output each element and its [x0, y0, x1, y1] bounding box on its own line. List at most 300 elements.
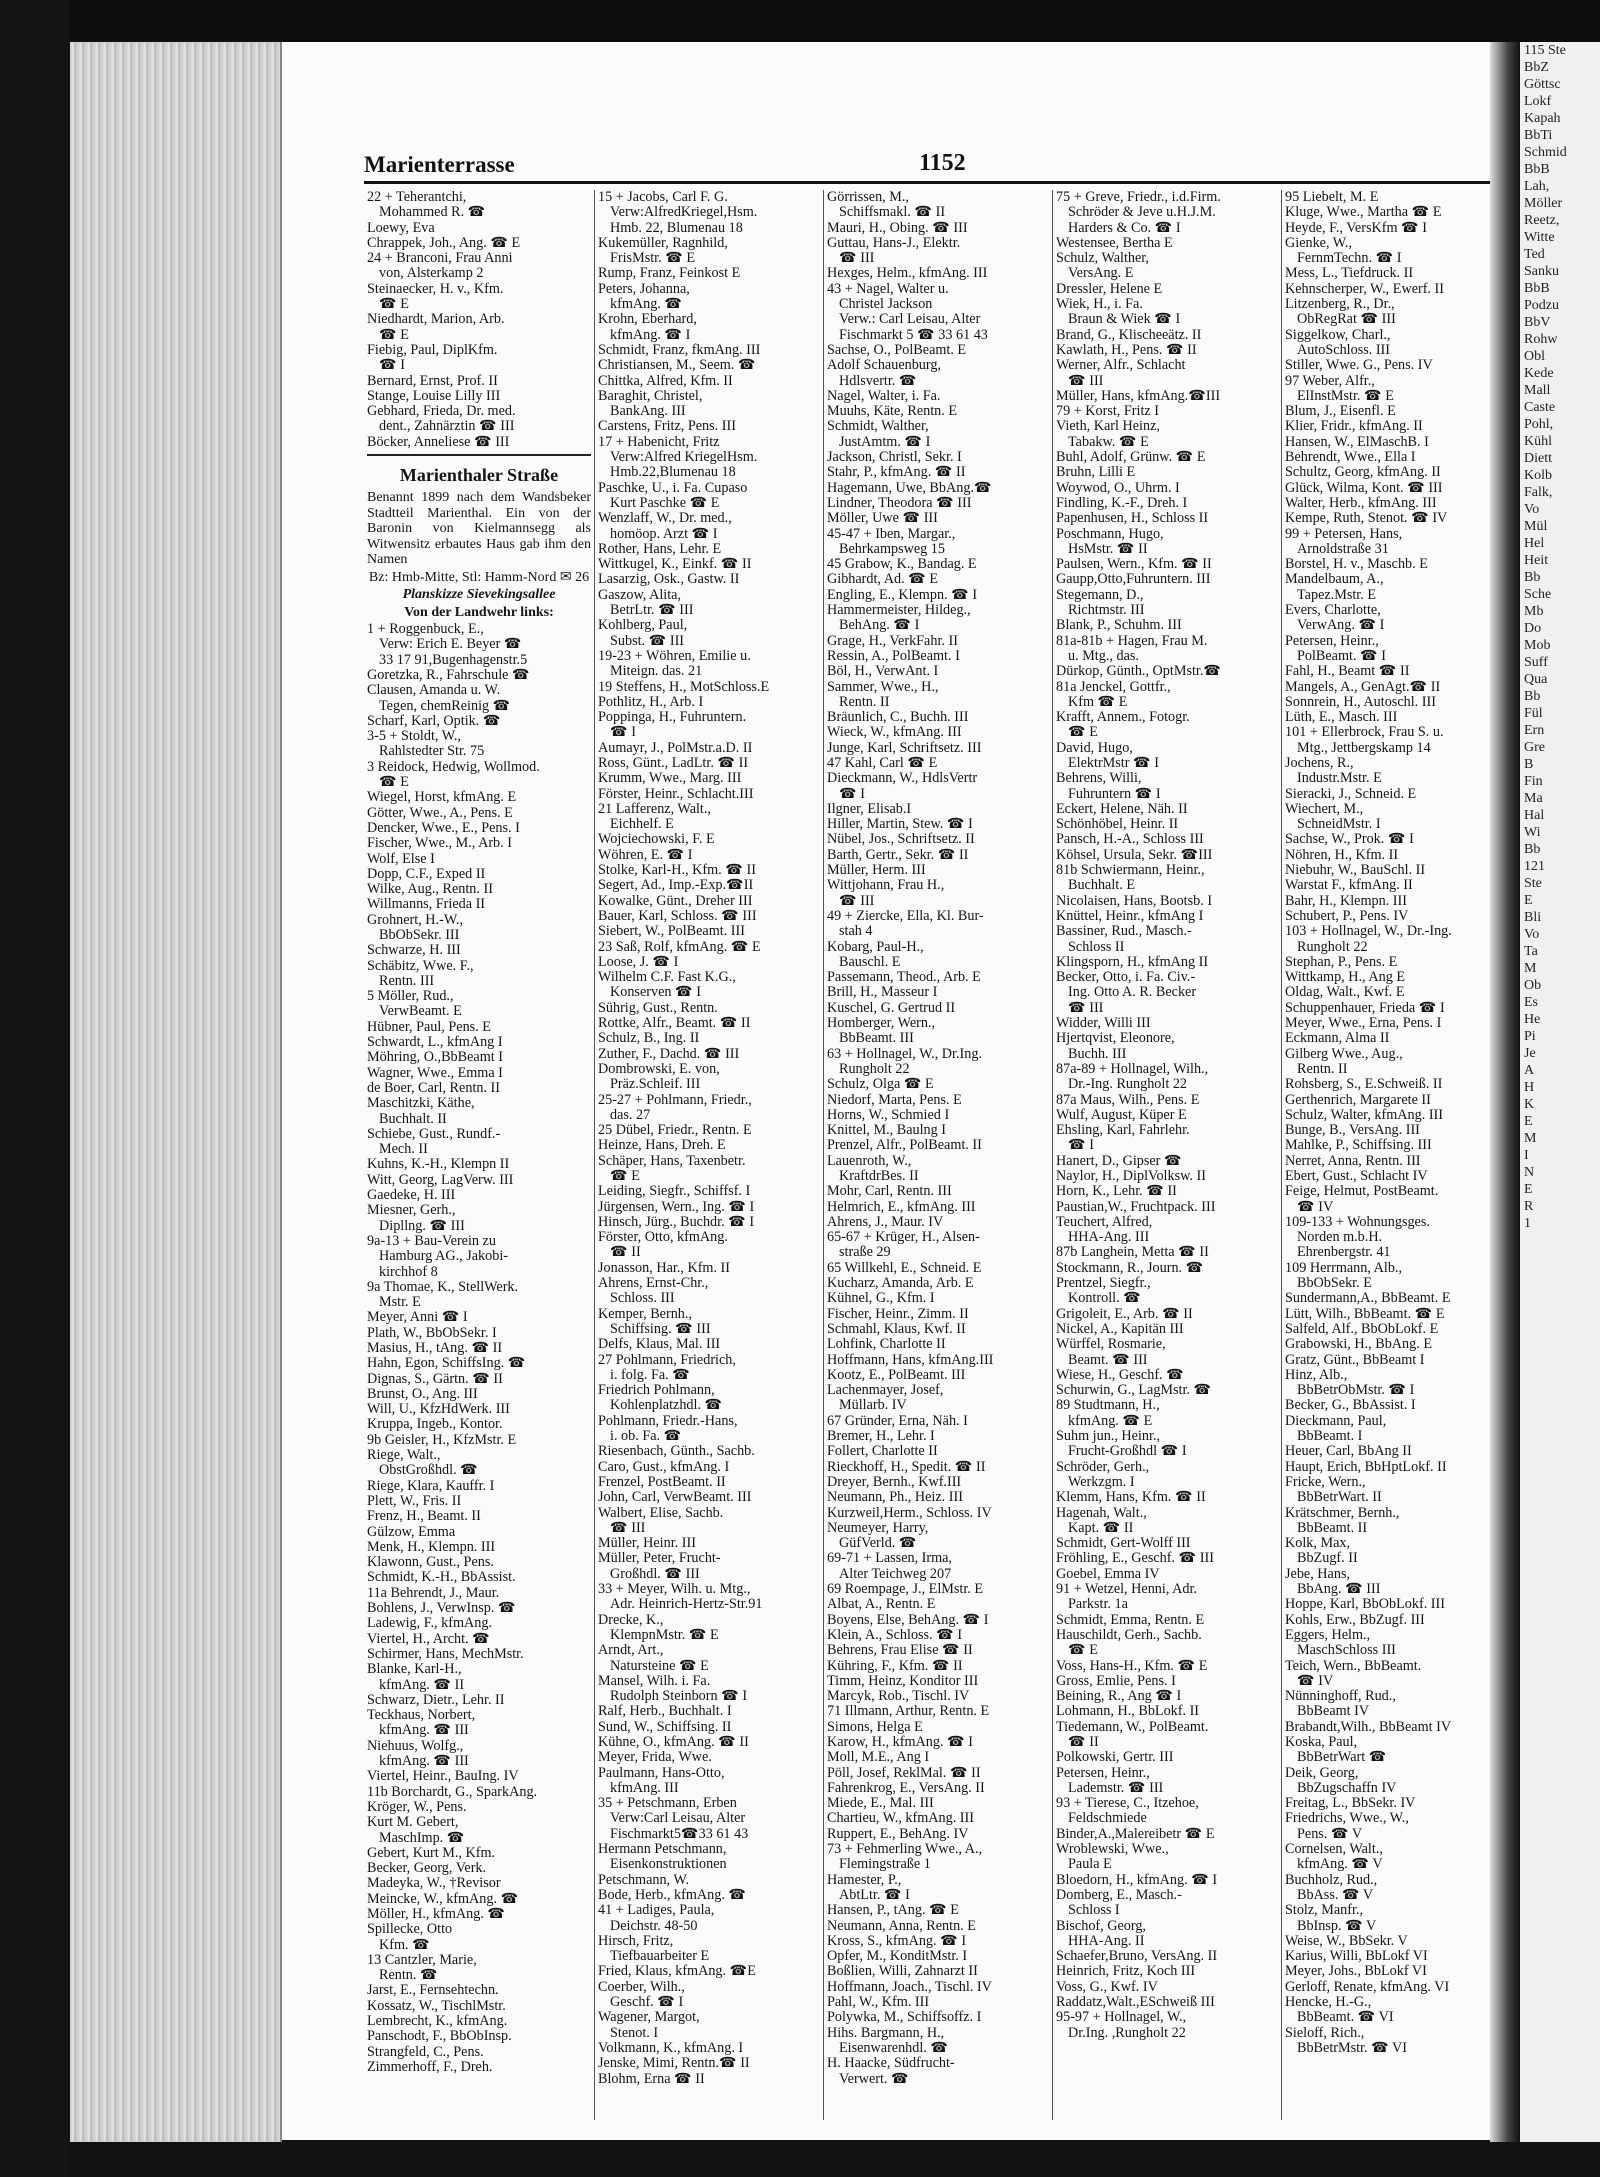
directory-entry: Mech. II: [379, 1141, 428, 1158]
directory-entry: 65 Willkehl, E., Schneid. E: [827, 1259, 982, 1276]
directory-entry: Ahrens, J., Maur. IV: [827, 1213, 944, 1230]
directory-entry: Buchh. III: [1068, 1045, 1127, 1062]
directory-entry: dent., Zahnärztin ☎ III: [379, 418, 515, 435]
adjacent-page-fragment: A: [1524, 1063, 1535, 1078]
directory-entry: Schwardt, L., kfmAng I: [367, 1034, 503, 1051]
directory-entry: ☎ E: [610, 1168, 640, 1184]
directory-entry: Barth, Gertr., Sekr. ☎ II: [827, 846, 969, 863]
directory-entry: BehAng. ☎ I: [839, 617, 920, 634]
directory-entry: Bassiner, Rud., Masch.-: [1056, 923, 1192, 940]
directory-entry: Krafft, Annem., Fotogr.: [1056, 709, 1190, 726]
adjacent-page-fragment: Vo: [1524, 927, 1540, 942]
book-page-edges: [70, 42, 282, 2142]
directory-entry: Gerthenrich, Margarete II: [1285, 1091, 1431, 1108]
directory-entry: AbtLtr. ☎ I: [839, 1886, 910, 1903]
directory-entry: 33 17 91,Bugenhagenstr.5: [379, 651, 528, 668]
directory-entry: Becker, Otto, i. Fa. Civ.-: [1056, 969, 1196, 986]
directory-entry: Lütt, Wilh., BbBeamt. ☎ E: [1285, 1305, 1445, 1322]
directory-entry: Nerret, Anna, Rentn. III: [1285, 1152, 1421, 1169]
directory-entry: Kröger, W., Pens.: [367, 1798, 467, 1815]
directory-entry: Grigoleit, E., Arb. ☎ II: [1056, 1305, 1193, 1322]
directory-entry: Kobarg, Paul-H.,: [827, 938, 924, 955]
directory-entry: Köhsel, Ursula, Sekr. ☎III: [1056, 846, 1213, 863]
adjacent-page-fragment: Bb: [1524, 689, 1541, 704]
directory-entry: BbBetrMstr. ☎ VI: [1297, 2039, 1408, 2056]
directory-entry: BbBeamt. I: [1297, 1428, 1363, 1445]
directory-entry: Schulz, Olga ☎ E: [827, 1076, 934, 1093]
adjacent-page-fragment: 115 Ste: [1524, 43, 1566, 58]
directory-entry: ☎ III: [839, 250, 875, 267]
directory-entry: Kurt M. Gebert,: [367, 1814, 459, 1831]
directory-entry: Braun & Wiek ☎ I: [1068, 311, 1181, 328]
directory-entry: Raddatz,Walt.,ESchweiß III: [1056, 1994, 1215, 2011]
adjacent-page-fragment: M: [1524, 961, 1537, 976]
directory-entry: 87b Langhein, Metta ☎ II: [1056, 1244, 1209, 1261]
directory-entry: Riege, Klara, Kauffr. I: [367, 1477, 495, 1494]
directory-entry: Kapt. ☎ II: [1068, 1519, 1134, 1536]
directory-entry: BbAss. ☎ V: [1297, 1886, 1374, 1903]
directory-entry: Jochens, R.,: [1285, 754, 1354, 771]
directory-entry: Rungholt 22: [839, 1060, 910, 1077]
directory-entry: BbBeamt. III: [839, 1030, 914, 1047]
directory-entry: Förster, Heinr., Schlacht.III: [598, 785, 754, 802]
scan-border-left: [0, 0, 70, 2177]
directory-entry: von, Alsterkamp 2: [379, 265, 484, 282]
directory-entry: 103 + Hollnagel, W., Dr.-Ing.: [1285, 923, 1452, 940]
adjacent-page-fragment: Gre: [1524, 740, 1545, 755]
directory-entry: Caro, Gust., kfmAng. I: [598, 1458, 730, 1475]
directory-entry: Guttau, Hans-J., Elektr.: [827, 234, 961, 251]
directory-entry: Kucharz, Amanda, Arb. E: [827, 1275, 974, 1292]
directory-entry: Litzenberg, R., Dr.,: [1285, 296, 1395, 313]
directory-entry: ☎ III: [610, 1519, 646, 1536]
directory-entry: Fischer, Heinr., Zimm. II: [827, 1305, 969, 1322]
directory-entry: Jebe, Hans,: [1285, 1565, 1351, 1582]
directory-entry: Schloss II: [1068, 938, 1125, 955]
directory-entry: Hexges, Helm., kfmAng. III: [827, 265, 988, 282]
directory-entry: Kohlberg, Paul,: [598, 617, 688, 634]
directory-entry: Brabandt,Wilh., BbBeamt IV: [1285, 1718, 1452, 1735]
directory-entry: Ruppert, E., BehAng. IV: [827, 1825, 969, 1842]
adjacent-page-fragment: Sche: [1524, 587, 1552, 602]
directory-entry: Dignas, S., Gärtn. ☎ II: [367, 1370, 503, 1387]
directory-entry: Hauschildt, Gerh., Sachb.: [1056, 1626, 1202, 1643]
directory-entry: Verw:AlfredKriegel,Hsm.: [610, 204, 758, 221]
directory-entry: Chartieu, W., kfmAng. III: [827, 1810, 974, 1827]
directory-entry: Marcyk, Rob., Tischl. IV: [827, 1688, 970, 1705]
directory-entry: Bloedorn, H., kfmAng. ☎ I: [1056, 1871, 1218, 1888]
directory-entry: Rump, Franz, Feinkost E: [598, 265, 741, 282]
directory-entry: 9a-13 + Bau-Verein zu: [367, 1232, 496, 1249]
directory-entry: 67 Gründer, Erna, Näh. I: [827, 1412, 968, 1429]
directory-entry: Wieck, W., kfmAng. III: [827, 724, 962, 741]
directory-entry: Petersen, Heinr.,: [1285, 632, 1379, 649]
directory-entry: BbBeamt IV: [1297, 1703, 1370, 1720]
directory-entry: Engling, E., Klempn. ☎ I: [827, 586, 978, 603]
directory-entry: Dipllng. ☎ III: [379, 1217, 465, 1234]
directory-entry: Hmb.22,Blumenau 18: [610, 464, 736, 481]
directory-entry: Frucht-Großhdl ☎ I: [1068, 1443, 1187, 1460]
directory-entry: Feige, Helmut, PostBeamt.: [1285, 1183, 1439, 1200]
directory-entry: HsMstr. ☎ II: [1068, 540, 1148, 557]
directory-entry: Warstat F., kfmAng. II: [1285, 877, 1413, 894]
adjacent-page-fragment: BbB: [1524, 281, 1550, 296]
directory-entry: Gebert, Kurt M., Kfm.: [367, 1844, 496, 1861]
directory-entry: Tabakw. ☎ E: [1068, 433, 1149, 450]
directory-entry: 109-133 + Wohnungsges.: [1285, 1213, 1430, 1230]
adjacent-page-fragment: Möller: [1524, 196, 1563, 211]
directory-entry: Mohr, Carl, Rentn. III: [827, 1183, 952, 1200]
directory-entry: Frenz, H., Beamt. II: [367, 1508, 481, 1525]
directory-entry: ☎ III: [1068, 372, 1104, 389]
directory-entry: 17 + Habenicht, Fritz: [598, 433, 720, 450]
directory-entry: Ebert, Gust., Schlacht IV: [1285, 1168, 1428, 1184]
directory-entry: 19 Steffens, H., MotSchloss.E: [598, 678, 770, 695]
directory-entry: Voss, Hans-H., Kfm. ☎ E: [1056, 1657, 1208, 1674]
directory-entry: Subst. ☎ III: [610, 632, 685, 649]
directory-entry: Lohfink, Charlotte II: [827, 1336, 946, 1353]
directory-entry: Hmb. 22, Blumenau 18: [610, 219, 743, 236]
directory-entry: Miesner, Gerh.,: [367, 1202, 456, 1219]
directory-entry: Fiebig, Paul, DiplKfm.: [367, 341, 498, 358]
directory-entry: ☎ IV: [1297, 1198, 1334, 1215]
directory-entry: Dr.Ing. ,Rungholt 22: [1068, 2024, 1186, 2041]
directory-entry: 81a Jenckel, Gottfr.,: [1056, 678, 1171, 695]
directory-entry: Suhm jun., Heinr.,: [1056, 1428, 1161, 1445]
directory-entry: Nagel, Walter, i. Fa.: [827, 387, 941, 404]
directory-entry: ☎ I: [1068, 1137, 1094, 1154]
directory-entry: Glück, Wilma, Kont. ☎ III: [1285, 479, 1443, 496]
directory-entry: 21 Lafferenz, Walt.,: [598, 800, 711, 817]
directory-entry: 25 Dübel, Friedr., Rentn. E: [598, 1122, 752, 1139]
directory-entry: Clausen, Amanda u. W.: [367, 682, 501, 699]
directory-entry: Friedrichs, Wwe., W.,: [1285, 1810, 1409, 1827]
directory-entry: Gilberg Wwe., Aug.,: [1285, 1045, 1403, 1062]
directory-entry: FrisMstr. ☎ E: [610, 250, 696, 267]
adjacent-page-fragment: Reetz,: [1524, 213, 1560, 228]
directory-entry: 89 Studtmann, H.,: [1056, 1397, 1160, 1414]
directory-entry: Bräunlich, C., Buchh. III: [827, 709, 969, 726]
directory-entry: Kehnscherper, W., Ewerf. II: [1285, 280, 1444, 297]
adjacent-page-fragment: Rohw: [1524, 332, 1558, 347]
directory-entry: 45-47 + Iben, Margar.,: [827, 525, 956, 542]
directory-entry: Dombrowski, E. von,: [598, 1060, 720, 1077]
directory-entry: Wilke, Aug., Rentn. II: [367, 881, 493, 898]
directory-entry: Grage, H., VerkFahr. II: [827, 632, 958, 649]
adjacent-page-fragment: Falk,: [1524, 485, 1553, 500]
directory-entry: Kemper, Bernh.,: [598, 1305, 692, 1322]
adjacent-page-fragment: Kapah: [1524, 111, 1561, 126]
directory-entry: Fricke, Wern.,: [1285, 1473, 1366, 1490]
directory-entry: John, Carl, VerwBeamt. III: [598, 1489, 752, 1506]
directory-entry: AutoSchloss. III: [1297, 341, 1391, 358]
adjacent-page-fragment: Vo: [1524, 502, 1540, 517]
directory-entry: 1 + Roggenbuck, E.,: [367, 621, 484, 638]
directory-entry: Hdlsvertr. ☎: [839, 372, 917, 389]
directory-entry: kirchhof 8: [379, 1263, 438, 1280]
directory-entry: Wagner, Wwe., Emma I: [367, 1064, 503, 1081]
directory-entry: Bruhn, Lilli E: [1056, 464, 1136, 481]
directory-entry: Blank, P., Schuhm. III: [1056, 617, 1182, 634]
directory-entry: Stockmann, R., Journ. ☎: [1056, 1259, 1204, 1276]
column-4: [1052, 190, 1281, 2120]
directory-entry: Aumayr, J., PolMstr.a.D. II: [598, 739, 753, 756]
adjacent-page-fragment: Bb: [1524, 570, 1541, 585]
directory-entry: BetrLtr. ☎ III: [610, 602, 694, 619]
adjacent-page-fragment: BbZ: [1524, 60, 1549, 75]
directory-entry: Niedorf, Marta, Pens. E: [827, 1091, 962, 1108]
directory-entry: Werkzgm. I: [1068, 1473, 1135, 1490]
directory-entry: Schwarz, Dietr., Lehr. II: [367, 1691, 505, 1708]
directory-entry: Kruppa, Ingeb., Kontor.: [367, 1416, 503, 1433]
adjacent-page-fragment: Ob: [1524, 978, 1542, 993]
directory-entry: Nicolaisen, Hans, Bootsb. I: [1056, 892, 1213, 909]
directory-entry: 45 Grabow, K., Bandag. E: [827, 556, 977, 573]
directory-entry: SchneidMstr. I: [1297, 816, 1381, 833]
directory-entry: 87a Maus, Wilh., Pens. E: [1056, 1091, 1200, 1108]
directory-entry: Kootz, E., PolBeamt. III: [827, 1366, 966, 1383]
adjacent-page-fragment: Sanku: [1524, 264, 1559, 279]
directory-entry: kfmAng. ☎ III: [379, 1753, 469, 1770]
directory-entry: Zimmerhoff, F., Dreh.: [367, 2058, 493, 2075]
directory-entry: ☎ IV: [1297, 1672, 1334, 1689]
directory-entry: Bauer, Karl, Schloss. ☎ III: [598, 907, 757, 924]
directory-entry: Vieth, Karl Heinz,: [1056, 418, 1160, 435]
directory-entry: Hjertqvist, Eleonore,: [1056, 1030, 1175, 1047]
directory-entry: 71 Illmann, Arthur, Rentn. E: [827, 1703, 990, 1720]
scan-border-top: [70, 0, 1600, 42]
adjacent-page-fragment: E: [1524, 1114, 1533, 1129]
directory-entry: Sieracki, J., Schneid. E: [1285, 785, 1417, 802]
directory-entry: Kohlenplatzhdl. ☎: [610, 1397, 723, 1414]
directory-entry: BbZugschaffn IV: [1297, 1779, 1397, 1796]
directory-entry: Kurzweil,Herm., Schloss. IV: [827, 1504, 992, 1521]
directory-entry: Simons, Helga E: [827, 1718, 923, 1735]
directory-entry: Follert, Charlotte II: [827, 1443, 938, 1460]
directory-entry: Hoffmann, Hans, kfmAng.III: [827, 1351, 994, 1368]
directory-entry: Verw:Alfred KriegelHsm.: [610, 449, 758, 466]
directory-entry: Schäbitz, Wwe. F.,: [367, 957, 474, 974]
directory-entry: Kluge, Wwe., Martha ☎ E: [1285, 204, 1442, 221]
adjacent-page-fragment: BbB: [1524, 162, 1550, 177]
directory-entry: Rentn. ☎: [379, 1967, 438, 1984]
adjacent-page-fragment: He: [1524, 1012, 1541, 1027]
directory-entry: Hoppe, Karl, BbObLokf. III: [1285, 1596, 1445, 1613]
directory-entry: 25-27 + Pohlmann, Friedr.,: [598, 1091, 752, 1108]
directory-entry: Wenzlaff, W., Dr. med.,: [598, 510, 732, 527]
column-3: [823, 190, 1052, 2120]
directory-entry: Sachse, W., Prok. ☎ I: [1285, 831, 1414, 848]
directory-entry: BankAng. III: [610, 403, 686, 420]
directory-entry: Wittkamp, H., Ang E: [1285, 969, 1406, 986]
directory-entry: Müller, Peter, Frucht-: [598, 1550, 721, 1567]
directory-entry: Ehsling, Karl, Fahrlehr.: [1056, 1122, 1190, 1139]
directory-entry: ☎ E: [379, 326, 409, 343]
directory-entry: 73 + Fehmerling Wwe., A.,: [827, 1841, 983, 1858]
directory-entry: Fischmarkt5☎33 61 43: [610, 1825, 749, 1842]
directory-entry: Jenske, Mimi, Rentn.☎ II: [598, 2055, 750, 2072]
directory-entry: Dencker, Wwe., E., Pens. I: [367, 819, 520, 836]
directory-entry: FernmTechn. ☎ I: [1297, 250, 1402, 267]
directory-entry: Stolz, Manfr.,: [1285, 1902, 1364, 1919]
directory-entry: Voss, G., Kwf. IV: [1056, 1978, 1158, 1995]
directory-entry: 93 + Tierese, C., Itzehoe,: [1056, 1795, 1199, 1812]
directory-entry: Paulsen, Wern., Kfm. ☎ II: [1056, 556, 1212, 573]
directory-entry: Siggelkow, Charl.,: [1285, 326, 1391, 343]
directory-entry: 95-97 + Hollnagel, W.,: [1056, 2009, 1187, 2026]
directory-entry: PolBeamt. ☎ I: [1297, 647, 1386, 664]
directory-entry: Goebel, Emma IV: [1056, 1565, 1160, 1582]
directory-entry: Deichstr. 48-50: [610, 1917, 698, 1934]
directory-entry: ☎ I: [610, 724, 636, 741]
directory-entry: Gaupp,Otto,Fuhruntern. III: [1056, 571, 1211, 588]
directory-entry: Pahl, W., Kfm. III: [827, 1994, 930, 2011]
adjacent-page-fragment: Je: [1524, 1046, 1536, 1061]
directory-entry: Rentn. III: [379, 972, 435, 989]
directory-entry: Tegen, chemReinig ☎: [379, 697, 511, 714]
directory-entry: Schmidt, Walther,: [827, 418, 929, 435]
directory-entry: Mohammed R. ☎: [379, 204, 486, 221]
directory-entry: Evers, Charlotte,: [1285, 602, 1381, 619]
directory-entry: Natursteine ☎ E: [610, 1657, 709, 1674]
directory-entry: Industr.Mstr. E: [1297, 770, 1382, 787]
directory-entry: Bischof, Georg,: [1056, 1917, 1146, 1934]
directory-entry: Kolk, Max,: [1285, 1535, 1351, 1552]
directory-entry: Meyer, Johs., BbLokf VI: [1285, 1963, 1427, 1980]
directory-entry: Plath, W., BbObSekr. I: [367, 1324, 497, 1341]
directory-entry: Mtg., Jettbergskamp 14: [1297, 739, 1431, 756]
directory-entry: Kontroll. ☎: [1068, 1290, 1141, 1307]
directory-entry: Witt, Georg, LagVerw. III: [367, 1171, 514, 1188]
directory-entry: Buchholz, Rud.,: [1285, 1871, 1378, 1888]
directory-entry: Tiedemann, W., PolBeamt.: [1056, 1718, 1209, 1735]
adjacent-page-fragment: Kede: [1524, 366, 1554, 381]
adjacent-page-fragment: H: [1524, 1080, 1535, 1095]
directory-entry: GüfVerld. ☎: [839, 1535, 917, 1552]
directory-entry: Dr.-Ing. Rungholt 22: [1068, 1076, 1188, 1093]
directory-entry: Frenzel, PostBeamt. II: [598, 1473, 726, 1490]
adjacent-page-fragment: R: [1524, 1199, 1534, 1214]
directory-entry: Lindner, Theodora ☎ III: [827, 494, 972, 511]
adjacent-page-fragment: E: [1524, 893, 1533, 908]
directory-entry: Kossatz, W., TischlMstr.: [367, 1997, 506, 2014]
directory-entry: Fröhling, E., Geschf. ☎ III: [1056, 1550, 1214, 1567]
adjacent-page-fragment: Bli: [1524, 910, 1542, 925]
directory-entry: Feldschmiede: [1068, 1810, 1147, 1827]
directory-entry: KraftdrBes. II: [839, 1168, 919, 1184]
directory-entry: Hihs. Bargmann, H.,: [827, 2024, 945, 2041]
directory-entry: Niedhardt, Marion, Arb.: [367, 311, 505, 328]
directory-entry: Neumann, Anna, Rentn. E: [827, 1917, 976, 1934]
directory-entry: Brunst, O., Ang. III: [367, 1385, 478, 1402]
directory-entry: Sachse, O., PolBeamt. E: [827, 341, 967, 358]
directory-entry: Nünninghoff, Rud.,: [1285, 1688, 1396, 1705]
directory-entry: Freitag, L., BbSekr. IV: [1285, 1795, 1416, 1812]
directory-entry: VerwAng. ☎ I: [1297, 617, 1385, 634]
directory-entry: Hamburg AG., Jakobi-: [379, 1248, 508, 1265]
directory-entry: Kfm ☎ E: [1068, 693, 1128, 710]
directory-entry: Buchhalt. II: [379, 1110, 447, 1127]
directory-entry: Kukemüller, Ragnhild,: [598, 234, 728, 251]
directory-entry: Präz.Schleif. III: [610, 1076, 701, 1093]
directory-entry: 11b Borchardt, G., SparkAng.: [367, 1783, 538, 1800]
scan-border-bottom: [70, 2140, 1600, 2177]
directory-entry: Gibhardt, Ad. ☎ E: [827, 571, 939, 588]
directory-entry: 3 Reidock, Hedwig, Wollmod.: [367, 758, 540, 775]
directory-entry: Knüttel, Heinr., kfmAng I: [1056, 907, 1204, 924]
directory-entry: Ressin, A., PolBeamt. I: [827, 647, 960, 664]
directory-entry: Heinze, Hans, Dreh. E: [598, 1137, 726, 1154]
directory-entry: Sührig, Gust., Rentn.: [598, 999, 718, 1016]
directory-entry: Stiller, Wwe. G., Pens. IV: [1285, 357, 1433, 374]
directory-entry: Schloss. III: [610, 1290, 675, 1307]
directory-entry: 99 + Petersen, Hans,: [1285, 525, 1403, 542]
directory-entry: Großhdl. ☎ III: [610, 1565, 700, 1582]
column-1-entries: [367, 190, 591, 450]
column-2: [594, 190, 823, 2120]
directory-entry: de Boer, Carl, Rentn. II: [367, 1079, 500, 1096]
directory-entry: Fried, Klaus, kfmAng. ☎E: [598, 1963, 756, 1980]
directory-entry: Mess, L., Tiefdruck. II: [1285, 265, 1414, 282]
directory-entry: Beining, R., Ang ☎ I: [1056, 1688, 1182, 1705]
directory-entry: Eckert, Helene, Näh. II: [1056, 800, 1188, 817]
adjacent-page-fragment: Lah,: [1524, 179, 1550, 194]
adjacent-page-fragment: Ted: [1524, 247, 1545, 262]
directory-entry: Rudolph Steinborn ☎ I: [610, 1688, 748, 1705]
directory-entry: stah 4: [839, 923, 873, 940]
directory-entry: Mangels, A., GenAgt.☎ II: [1285, 678, 1441, 695]
directory-entry: Schultz, Georg, kfmAng. II: [1285, 464, 1441, 481]
directory-entry: MaschImp. ☎: [379, 1829, 465, 1846]
directory-entry: Polywka, M., Schiffsoffz. I: [827, 2009, 982, 2026]
street-direction: Von der Landwehr links:: [404, 604, 554, 620]
adjacent-page-fragment: Kolb: [1524, 468, 1552, 483]
directory-entry: Nübel, Jos., Schriftsetz. II: [827, 831, 975, 848]
directory-entry: Konserven ☎ I: [610, 984, 701, 1001]
directory-entry: Schaefer,Bruno, VersAng. II: [1056, 1948, 1218, 1965]
directory-entry: Brill, H., Masseur I: [827, 984, 938, 1001]
adjacent-page-fragment: Mb: [1524, 604, 1544, 619]
directory-entry: Hansen, W., ElMaschB. I: [1285, 433, 1429, 450]
directory-entry: Schiebe, Gust., Rundf.-: [367, 1125, 501, 1142]
directory-entry: Verwert. ☎: [839, 2070, 909, 2087]
adjacent-page-fragment: 121: [1524, 859, 1545, 874]
adjacent-page-fragment: Diett: [1524, 451, 1552, 466]
directory-entry: Jackson, Christl, Sekr. I: [827, 449, 962, 466]
directory-entry: kfmAng. ☎ V: [1297, 1856, 1383, 1873]
directory-entry: Passemann, Theod., Arb. E: [827, 969, 981, 986]
directory-entry: Opfer, M., KonditMstr. I: [827, 1948, 968, 1965]
directory-entry: Schmidt, Franz, fkmAng. III: [598, 341, 761, 358]
directory-entry: i. folg. Fa. ☎: [610, 1366, 690, 1383]
directory-entry: KlempnMstr. ☎ E: [610, 1626, 719, 1643]
adjacent-page-fragment: Ern: [1524, 723, 1545, 738]
directory-entry: Müllarb. IV: [839, 1397, 907, 1414]
directory-entry: Panschodt, F., BbObInsp.: [367, 2028, 512, 2045]
directory-entry: Poppinga, H., Fuhruntern.: [598, 709, 747, 726]
directory-entry: Dürkop, Günth., OptMstr.☎: [1056, 663, 1222, 680]
directory-entry: ☎ II: [610, 1244, 641, 1261]
adjacent-page-strip: [1520, 42, 1600, 2142]
directory-entry: Ralf, Herb., Buchhalt. I: [598, 1703, 732, 1720]
directory-entry: Nickel, A., Kapitän III: [1056, 1320, 1184, 1337]
directory-entry: Kawlath, H., Pens. ☎ II: [1056, 341, 1197, 358]
directory-entry: Gerloff, Renate, kfmAng. VI: [1285, 1978, 1450, 1995]
directory-entry: 81b Schwiermann, Heinr.,: [1056, 862, 1205, 879]
directory-entry: Hahn, Egon, SchiffsIng. ☎: [367, 1355, 526, 1372]
directory-entry: Geschf. ☎ I: [610, 1994, 684, 2011]
directory-entry: BbObSekr. III: [379, 926, 460, 943]
